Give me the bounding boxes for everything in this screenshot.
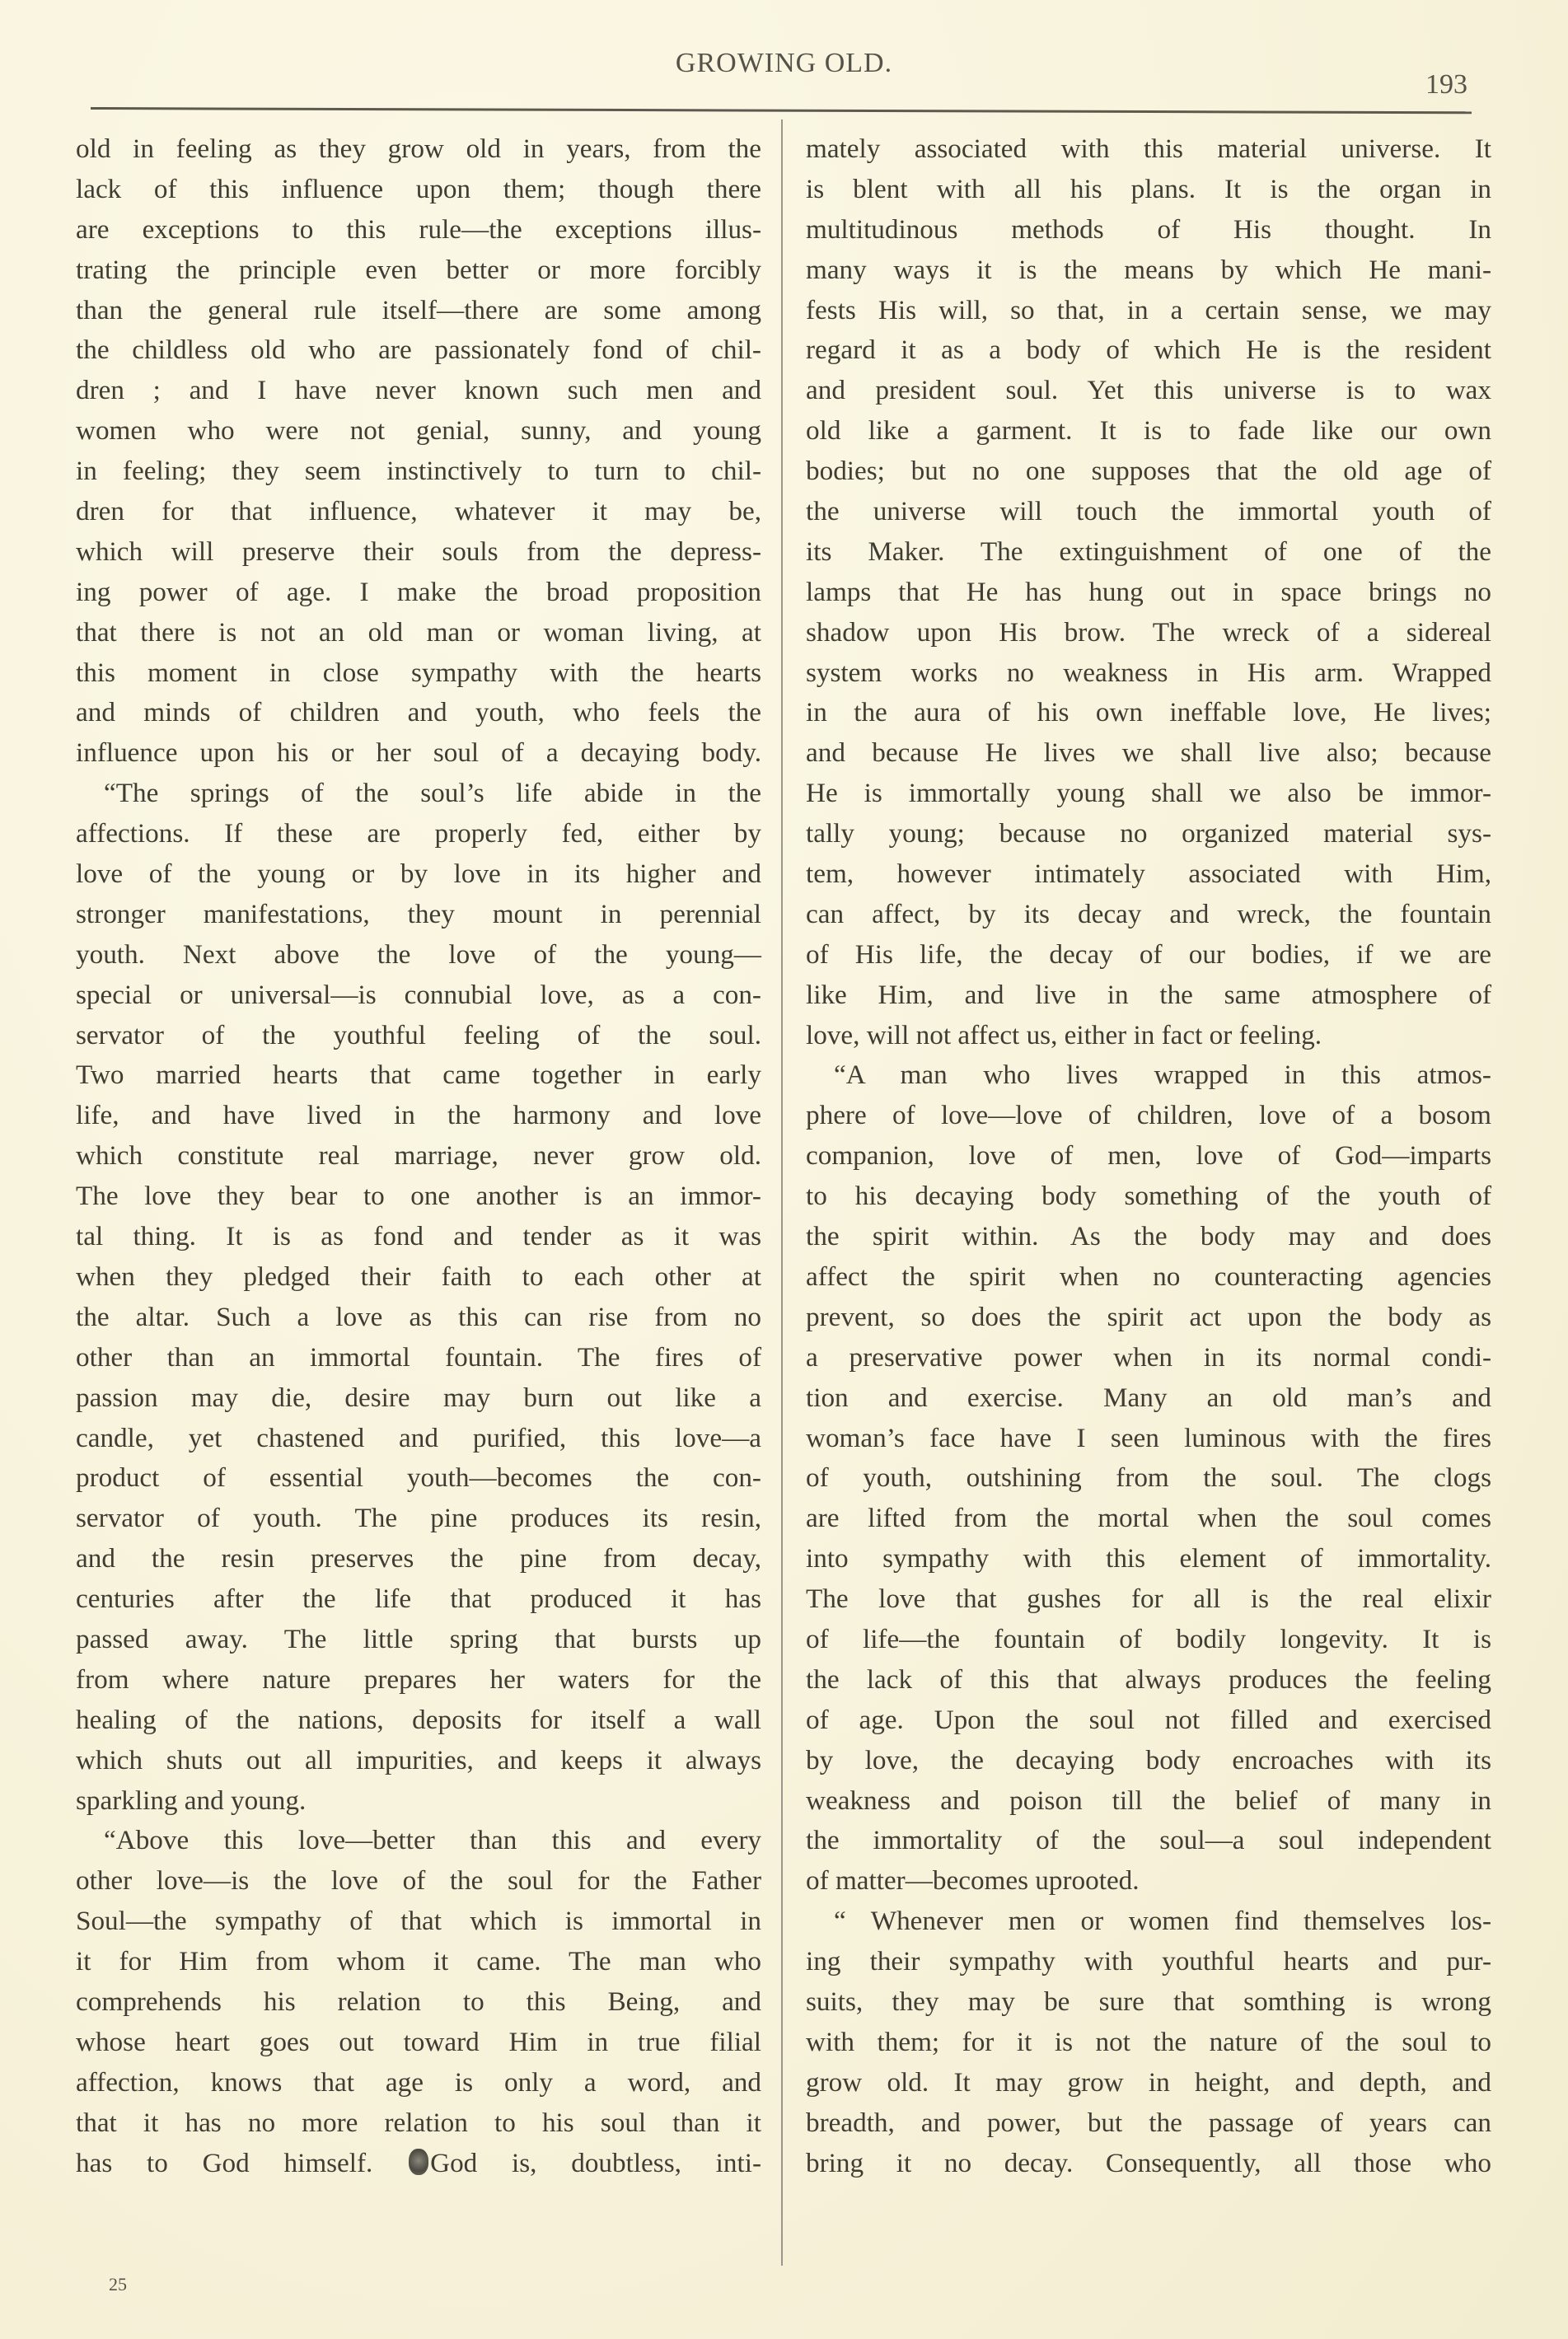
text-line: and president soul. Yet this universe is to wax [806, 375, 1491, 406]
text-line: that there is not an old man or woman living, at [76, 616, 761, 648]
text-line: bring it no decay. Consequently, all those who [806, 2147, 1491, 2178]
text-line: servator of youth. The pine produces its resin, [76, 1503, 761, 1534]
text-line: which will preserve their souls from the depress- [76, 536, 761, 567]
text-line: servator of the youthful feeling of the soul. [76, 1019, 761, 1050]
text-line: of youth, outshining from the soul. The clogs [806, 1462, 1491, 1494]
text-line: in the aura of his own ineffable love, He lives; [806, 697, 1491, 728]
paragraph-start-line: “A man who lives wrapped in this atmos- [834, 1060, 1491, 1091]
text-line: it for Him from whom it came. The man who [76, 1946, 761, 1977]
text-line: are exceptions to this rule—the exceptions illus- [76, 213, 761, 245]
text-line: The love that gushes for all is the real elixir [806, 1584, 1491, 1615]
text-line: tion and exercise. Many an old man’s and [806, 1382, 1491, 1413]
text-line: when they pledged their faith to each other at [76, 1261, 761, 1292]
text-line: woman’s face have I seen luminous with the fires [806, 1422, 1491, 1453]
text-line: lamps that He has hung out in space brings no [806, 576, 1491, 607]
text-line: of life—the fountain of bodily longevity. It is [806, 1623, 1491, 1654]
right-column [806, 129, 1491, 2183]
text-line: can affect, by its decay and wreck, the fountain [806, 898, 1491, 929]
text-line: the universe will touch the immortal youth of [806, 496, 1491, 527]
ink-blot-ornament-icon [409, 2149, 428, 2175]
text-line: phere of love—love of children, love of a bosom [806, 1100, 1491, 1131]
text-line: prevent, so does the spirit act upon the body as [806, 1301, 1491, 1332]
text-line: fests His will, so that, in a certain sense, we may [806, 294, 1491, 325]
header-rule [91, 107, 1472, 114]
text-line: which constitute real marriage, never grow old. [76, 1140, 761, 1172]
text-line: a preservative power when in its normal condi- [806, 1341, 1491, 1373]
text-line: lack of this influence upon them; though there [76, 173, 761, 204]
text-line: into sympathy with this element of immortality. [806, 1543, 1491, 1574]
text-line: dren for that influence, whatever it may be, [76, 496, 761, 527]
signature-mark: 25 [109, 2274, 127, 2295]
text-fragment: has to God himself. [76, 2147, 373, 2178]
text-line: influence upon his or her soul of a decaying body. [76, 737, 761, 769]
text-line: He is immortally young shall we also be immor- [806, 778, 1491, 809]
text-line: The love they bear to one another is an immor- [76, 1181, 761, 1212]
paragraph-start-line: “The springs of the soul’s life abide in the [104, 778, 761, 809]
text-line: tem, however intimately associated with Him, [806, 858, 1491, 890]
text-line: many ways it is the means by which He mani- [806, 254, 1491, 285]
text-line: passed away. The little spring that bursts up [76, 1623, 761, 1654]
text-line: by love, the decaying body encroaches with its [806, 1744, 1491, 1775]
text-line: from where nature prepares her waters for the [76, 1663, 761, 1695]
text-line: is blent with all his plans. It is the organ in [806, 173, 1491, 204]
text-line: bodies; but no one supposes that the old age of [806, 456, 1491, 487]
text-line: like Him, and live in the same atmosphere of [806, 979, 1491, 1010]
text-line: mately associated with this material universe. It [806, 133, 1491, 164]
text-line: stronger manifestations, they mount in perennial [76, 898, 761, 929]
text-line: of His life, the decay of our bodies, if we are [806, 938, 1491, 970]
text-line: youth. Next above the love of the young— [76, 938, 761, 970]
text-line: Two married hearts that came together in early [76, 1060, 761, 1091]
text-line: to his decaying body something of the youth of [806, 1181, 1491, 1212]
text-line: multitudinous methods of His thought. In [806, 213, 1491, 245]
text-line: which shuts out all impurities, and keeps it always [76, 1744, 761, 1775]
text-line: old in feeling as they grow old in years, from the [76, 133, 761, 164]
text-line: its Maker. The extinguishment of one of the [806, 536, 1491, 567]
text-line: affect the spirit when no counteracting agencies [806, 1261, 1491, 1292]
text-line [76, 2144, 761, 2184]
text-line: passion may die, desire may burn out like a [76, 1382, 761, 1413]
paragraph-end-line: love, will not affect us, either in fact or feeling. [806, 1019, 1322, 1050]
column-divider [781, 119, 783, 2266]
text-line: other love—is the love of the soul for the Father [76, 1865, 761, 1897]
text-line: the lack of this that always produces the feeling [806, 1663, 1491, 1695]
text-line: the immortality of the soul—a soul independent [806, 1825, 1491, 1856]
text-line: life, and have lived in the harmony and love [76, 1100, 761, 1131]
text-line: of age. Upon the soul not filled and exercised [806, 1704, 1491, 1735]
text-line: Soul—the sympathy of that which is immortal in [76, 1906, 761, 1937]
text-line: than the general rule itself—there are some among [76, 294, 761, 325]
text-line: grow old. It may grow in height, and depth, and [806, 2066, 1491, 2098]
text-line: the childless old who are passionately fond of chil- [76, 334, 761, 366]
text-line: in feeling; they seem instinctively to turn to chil- [76, 456, 761, 487]
text-line: comprehends his relation to this Being, and [76, 1986, 761, 2017]
left-column [76, 129, 761, 2183]
page-number: 193 [1425, 69, 1467, 100]
text-line: weakness and poison till the belief of many in [806, 1785, 1491, 1816]
text-line: tally young; because no organized material sys- [806, 818, 1491, 849]
text-line: ing their sympathy with youthful hearts and pur- [806, 1946, 1491, 1977]
paragraph-end-line: sparkling and young. [76, 1785, 307, 1816]
text-line: regard it as a body of which He is the resident [806, 334, 1491, 366]
text-line: system works no weakness in His arm. Wrapped [806, 657, 1491, 688]
text-line: ing power of age. I make the broad proposition [76, 576, 761, 607]
text-line: old like a garment. It is to fade like our own [806, 415, 1491, 447]
text-line: and because He lives we shall live also; because [806, 737, 1491, 769]
running-head: GROWING OLD. [675, 48, 893, 78]
text-line: trating the principle even better or more forcibly [76, 254, 761, 285]
text-line: the spirit within. As the body may and does [806, 1221, 1491, 1252]
text-line: affections. If these are properly fed, either by [76, 818, 761, 849]
text-line: love of the young or by love in its higher and [76, 858, 761, 890]
text-line: shadow upon His brow. The wreck of a sidereal [806, 616, 1491, 648]
text-line: are lifted from the mortal when the soul comes [806, 1503, 1491, 1534]
paragraph-start-line: “Above this love—better than this and every [104, 1825, 761, 1856]
text-line: suits, they may be sure that somthing is wrong [806, 1986, 1491, 2017]
paragraph-start-line: “ Whenever men or women find themselves los- [834, 1906, 1491, 1937]
text-line: with them; for it is not the nature of the soul to [806, 2026, 1491, 2057]
text-line: companion, love of men, love of God—imparts [806, 1140, 1491, 1172]
text-fragment: God is, doubtless, inti- [430, 2147, 761, 2178]
text-line: this moment in close sympathy with the hearts [76, 657, 761, 688]
text-line: centuries after the life that produced it has [76, 1584, 761, 1615]
text-line: product of essential youth—becomes the con- [76, 1462, 761, 1494]
text-line: and the resin preserves the pine from decay, [76, 1543, 761, 1574]
paragraph-end-line: of matter—becomes uprooted. [806, 1865, 1140, 1897]
text-line: special or universal—is connubial love, as a con- [76, 979, 761, 1010]
text-line: candle, yet chastened and purified, this love—a [76, 1422, 761, 1453]
text-line: other than an immortal fountain. The fires of [76, 1341, 761, 1373]
text-line: whose heart goes out toward Him in true filial [76, 2026, 761, 2057]
text-line: affection, knows that age is only a word, and [76, 2066, 761, 2098]
text-line: that it has no more relation to his soul than it [76, 2107, 761, 2138]
text-line: and minds of children and youth, who feels the [76, 697, 761, 728]
text-line: dren ; and I have never known such men and [76, 375, 761, 406]
text-line: the altar. Such a love as this can rise from no [76, 1301, 761, 1332]
text-line: women who were not genial, sunny, and young [76, 415, 761, 447]
text-line: breadth, and power, but the passage of years can [806, 2107, 1491, 2138]
text-line: tal thing. It is as fond and tender as it was [76, 1221, 761, 1252]
text-line: healing of the nations, deposits for itself a wall [76, 1704, 761, 1735]
